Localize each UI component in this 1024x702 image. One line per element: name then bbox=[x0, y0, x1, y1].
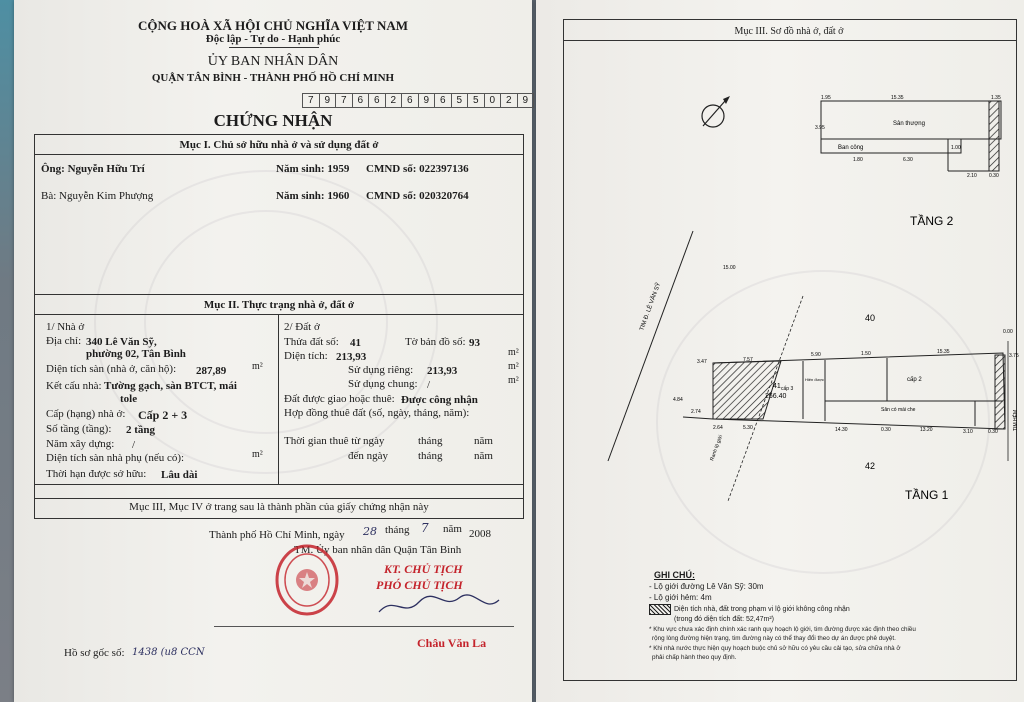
dim-label: 1.95 bbox=[821, 95, 831, 101]
dim-label: 3.10 bbox=[963, 429, 973, 435]
unit-m2: m² bbox=[252, 449, 263, 460]
divider bbox=[34, 498, 524, 499]
address-line2: phường 02, Tân Bình bbox=[86, 348, 186, 360]
date-year: 2008 bbox=[469, 528, 491, 540]
divider bbox=[34, 484, 524, 485]
address-line1: 340 Lê Văn Sỹ, bbox=[86, 336, 157, 348]
section2-title: Mục II. Thực trạng nhà ở, đất ở bbox=[203, 299, 355, 311]
certificate-title: CHỨNG NHẬN bbox=[213, 111, 333, 130]
lot-number: 41 bbox=[773, 383, 781, 390]
serial-digit: 9 bbox=[517, 93, 535, 108]
serial-digit: 5 bbox=[451, 93, 468, 108]
dim-label: 7.57 bbox=[743, 357, 753, 363]
pages-note: Mục III, Mục IV ở trang sau là thành phần của giấy chứng nhận này bbox=[129, 501, 429, 513]
dim-label: 0.30 bbox=[881, 427, 891, 433]
serial-digit: 7 bbox=[335, 93, 352, 108]
land-heading: 2/ Đất ở bbox=[284, 321, 320, 333]
motto: Độc lập - Tự do - Hạnh phúc bbox=[205, 33, 341, 45]
term-to-label: đến ngày bbox=[348, 450, 389, 462]
district-heading: QUẬN TÂN BÌNH - THÀNH PHỐ HỒ CHÍ MINH bbox=[151, 72, 395, 84]
unit-m2: m² bbox=[252, 361, 263, 372]
certificate-back-page bbox=[536, 0, 1024, 702]
lot-area: 266.40 bbox=[765, 393, 787, 400]
serial-digit: 2 bbox=[385, 93, 402, 108]
aux-area-label: Diện tích sàn nhà phụ (nếu có): bbox=[46, 452, 185, 464]
republic-heading: CỘNG HOÀ XÃ HỘI CHỦ NGHĨA VIỆT NAM bbox=[137, 18, 409, 33]
record-label: Hồ sơ gốc số: bbox=[64, 647, 125, 659]
dim-label: 1.00 bbox=[951, 145, 961, 151]
hatch-legend-swatch bbox=[649, 604, 671, 615]
address-label: Địa chỉ: bbox=[46, 335, 82, 347]
structure-label: Kết cấu nhà: bbox=[46, 380, 102, 392]
year-word: năm bbox=[474, 435, 493, 447]
owner-1-id: CMND số: 022397136 bbox=[366, 163, 469, 175]
serial-digit: 6 bbox=[352, 93, 369, 108]
month-label: tháng bbox=[418, 435, 443, 447]
area-label: Diện tích: bbox=[284, 350, 328, 362]
structure-value-cont: tole bbox=[120, 393, 138, 405]
house-heading: 1/ Nhà ở bbox=[46, 321, 85, 333]
section3-title: Mục III. Sơ đồ nhà ở, đất ở bbox=[734, 26, 844, 37]
dim-label: 13.20 bbox=[920, 427, 933, 433]
floor-area-value: 287,89 bbox=[196, 365, 227, 377]
site-plan-drawing bbox=[563, 41, 1019, 681]
floor1-plan bbox=[683, 341, 1008, 461]
dim-label: 15.35 bbox=[891, 95, 904, 101]
north-arrow-icon bbox=[702, 96, 730, 127]
unit-m2: m² bbox=[508, 361, 519, 372]
year-value: / bbox=[132, 439, 136, 451]
month-label: tháng bbox=[418, 450, 443, 462]
dim-label: 1.50 bbox=[861, 351, 871, 357]
divider bbox=[34, 314, 524, 315]
legend-item: - Lộ giới đường Lê Văn Sỹ: 30m bbox=[649, 582, 764, 591]
dim-label: 2.64 bbox=[713, 425, 723, 431]
date-month: 7 bbox=[421, 521, 429, 535]
plot-label: Thửa đất số: bbox=[284, 336, 339, 348]
dim-label: 1.35 bbox=[991, 95, 1001, 101]
dim-label: 2.10 bbox=[967, 173, 977, 179]
shared-value: / bbox=[427, 379, 431, 391]
dim-label: 5.90 bbox=[811, 352, 821, 358]
street-centerline bbox=[608, 231, 693, 461]
serial-digit: 6 bbox=[401, 93, 418, 108]
floor2-label: TẦNG 2 bbox=[910, 214, 954, 228]
dim-label: 15.00 bbox=[723, 265, 736, 271]
dim-label: 0.00 bbox=[1003, 329, 1013, 335]
room-grade2-label: cấp 2 bbox=[907, 377, 922, 383]
floor1-label: TẦNG 1 bbox=[905, 488, 949, 502]
private-value: 213,93 bbox=[427, 365, 458, 377]
dim-label: 4.84 bbox=[673, 397, 683, 403]
legend-item: * Khu vực chưa xác định chính xác ranh quy hoạch lộ giới, tim đường được xác định theo chiều bbox=[649, 626, 916, 633]
shared-label: Sử dụng chung: bbox=[348, 378, 418, 390]
column-divider bbox=[278, 314, 279, 484]
divider bbox=[34, 294, 524, 295]
dim-label: 3.47 bbox=[697, 359, 707, 365]
term-from-label: Thời gian thuê từ ngày bbox=[284, 435, 385, 447]
room-roofed-yard-label: Sân có mái che bbox=[881, 407, 916, 413]
contract-label: Hợp đồng thuê đất (số, ngày, tháng, năm): bbox=[284, 407, 470, 419]
dim-label: 14.30 bbox=[835, 427, 848, 433]
certificate-front-page bbox=[14, 0, 532, 702]
owner-2-birth: Năm sinh: 1960 bbox=[276, 190, 350, 202]
floor-area-label: Diện tích sàn (nhà ở, căn hộ): bbox=[46, 363, 177, 375]
serial-number-boxes bbox=[302, 93, 534, 108]
room-terrace-label: Sân thượng bbox=[893, 121, 925, 127]
divider bbox=[34, 154, 524, 155]
neighbor-top: 40 bbox=[865, 313, 876, 323]
date-year-label: năm bbox=[443, 523, 462, 535]
room-wall-label: Hiên được bbox=[805, 377, 824, 382]
dim-label: 6.30 bbox=[903, 157, 913, 163]
dim-label: 15.35 bbox=[937, 349, 950, 355]
legend-item: (trong đó diện tích đất: 52,47m²) bbox=[674, 616, 774, 623]
unit-m2: m² bbox=[508, 375, 519, 386]
neighbor-bottom: 42 bbox=[865, 461, 876, 471]
dim-label: 0.30 bbox=[988, 429, 998, 435]
dim-label: 3.75 bbox=[1009, 353, 1019, 359]
year-label: Năm xây dựng: bbox=[46, 438, 115, 450]
map-value: 93 bbox=[469, 337, 480, 349]
room-grade3-label: cấp 3 bbox=[781, 386, 794, 392]
date-month-label: tháng bbox=[385, 524, 410, 536]
serial-digit: 5 bbox=[467, 93, 484, 108]
floors-value: 2 tầng bbox=[126, 424, 156, 436]
unit-m2: m² bbox=[508, 347, 519, 358]
legend-item: - Lộ giới hẻm: 4m bbox=[649, 593, 712, 602]
record-value: 1438 (u8 CCN bbox=[132, 647, 205, 658]
owner-1-name: Ông: Nguyễn Hữu Trí bbox=[41, 163, 145, 175]
dim-label: 3.95 bbox=[815, 125, 825, 131]
dim-label: 2.74 bbox=[691, 409, 701, 415]
term-label: Thời hạn được sở hữu: bbox=[46, 468, 147, 480]
grade-value: Cấp 2 + 3 bbox=[138, 408, 188, 422]
structure-value: Tường gạch, sàn BTCT, mái bbox=[104, 380, 237, 392]
legend-item: phải chấp hành theo quy định. bbox=[652, 654, 737, 661]
section1-title: Mục I. Chủ sở hữu nhà ở và sử dụng đất ở bbox=[179, 139, 379, 151]
signature-line bbox=[214, 626, 514, 627]
allocation-label: Đất được giao hoặc thuê: bbox=[284, 393, 395, 405]
dim-label: 5.30 bbox=[743, 425, 753, 431]
street-label: TIM Đ. LÊ VĂN SỸ bbox=[639, 282, 663, 332]
serial-digit: 9 bbox=[319, 93, 336, 108]
private-label: Sử dụng riêng: bbox=[348, 364, 414, 376]
serial-digit: 7 bbox=[302, 93, 319, 108]
term-value: Lâu dài bbox=[161, 469, 198, 481]
year-word: năm bbox=[474, 450, 493, 462]
motto-underline bbox=[229, 47, 319, 48]
allocation-value: Được công nhận bbox=[401, 394, 478, 406]
serial-digit: 6 bbox=[368, 93, 385, 108]
dim-label: 0.30 bbox=[989, 173, 999, 179]
city-date-prefix: Thành phố Hồ Chí Minh, ngày bbox=[209, 529, 345, 541]
legend-item: rộng lòng đường hiện trạng, tim đường này có thể thay đổi theo dự án được phê duyệt. bbox=[652, 635, 896, 642]
legend-item: * Khi nhà nước thực hiện quy hoạch buộc chủ sở hữu có yêu cầu cải tạo, sửa chữa nhà ở bbox=[649, 645, 901, 652]
owner-2-id: CMND số: 020320764 bbox=[366, 190, 469, 202]
committee-heading: ỦY BAN NHÂN DÂN bbox=[207, 54, 339, 69]
serial-digit: 2 bbox=[500, 93, 517, 108]
dim-label: 1.80 bbox=[853, 157, 863, 163]
date-day: 28 bbox=[363, 525, 377, 538]
signer-title2: PHÓ CHỦ TỊCH bbox=[376, 578, 463, 592]
area-value: 213,93 bbox=[336, 351, 367, 363]
signer-name: Châu Văn La bbox=[417, 636, 487, 650]
room-balcony-label: Ban công bbox=[838, 145, 864, 151]
official-seal-stamp bbox=[272, 540, 342, 620]
signer-title1: KT. CHỦ TỊCH bbox=[384, 562, 463, 576]
plot-value: 41 bbox=[350, 337, 361, 349]
serial-digit: 6 bbox=[434, 93, 451, 108]
serial-digit: 0 bbox=[484, 93, 501, 108]
grade-label: Cấp (hạng) nhà ở: bbox=[46, 408, 126, 420]
alley-label: TIM HẺM bbox=[1013, 409, 1019, 431]
floors-label: Số tầng (tầng): bbox=[46, 423, 112, 435]
margin-label: Ranh lộ giới bbox=[709, 434, 725, 462]
owner-2-name: Bà: Nguyễn Kim Phượng bbox=[41, 190, 154, 202]
legend-title: GHI CHÚ: bbox=[654, 570, 695, 580]
legend-item: Diện tích nhà, đất trong phạm vi lộ giới không công nhận bbox=[674, 606, 850, 613]
on-behalf: TM. Ủy ban nhân dân Quận Tân Bình bbox=[294, 544, 462, 556]
signature-scribble bbox=[374, 590, 504, 620]
owner-1-birth: Năm sinh: 1959 bbox=[276, 163, 350, 175]
serial-digit: 9 bbox=[418, 93, 435, 108]
map-label: Tờ bản đồ số: bbox=[405, 336, 466, 348]
